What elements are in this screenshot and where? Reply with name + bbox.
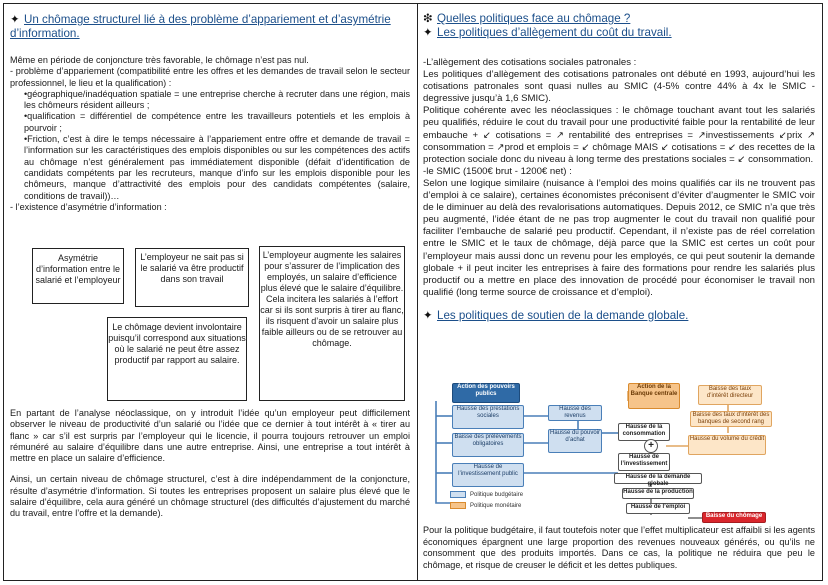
node-hausse-consommation: Hausse de la consommation <box>618 423 670 441</box>
box-asymetrie: Asymétrie d’information entre le salarié et l’employeur <box>32 248 124 304</box>
text-p4: •qualification = différentiel de compétence entre les travailleurs potentiels et les emplois à pourvoir ; <box>24 111 410 133</box>
node-baisse-chomage: Baisse du chômage <box>702 512 766 523</box>
left-column-bottom <box>10 408 410 520</box>
text-r6: Pour la politique budgétaire, il faut toutefois noter que l’effet multiplicateur est affaibli si les agents économiques épargnent une large proportion des revenues nouveaux générés, ou qu’ils ne consomment que des produits importés. Dans ce cas, la politique ne réduira que peu le chômage, et risque de creuser le déficit et les dettes publiques. <box>423 525 815 570</box>
node-baisse-prelevements: Baisse des prélèvements obligatoires <box>452 433 524 457</box>
node-baisse-taux-banques: Baisse des taux d’intérêt des banques de second rang <box>690 411 772 427</box>
sparkle-icon: ✦ <box>423 26 433 39</box>
node-action-public: Action des pouvoirs publics <box>452 383 520 403</box>
sparkle-icon: ✦ <box>10 13 20 26</box>
plus-icon: + <box>644 439 658 453</box>
text-p6: - l’existence d’asymétrie d’information : <box>10 201 167 212</box>
right-heading-2: ✦ Les politiques de soutien de la demande globale. <box>423 308 689 322</box>
text-r5: Selon une logique similaire (nuisance à l’emploi des moins qualifiés car ils ne trouvent pas d’emploi à ce salaire), certaines économistes préconisent d’éviter d’augmenter le SMIC voir de le diminuer au delà des revalorisations automatiques. Depuis 2012, ce SMIC n’a que très peu augmenté, l’idée étant de ne pas trop augmenter le cout du travail non qualifié pour faciliter l’embauche de salarié peu productif. Cependant, il n’existe pas de réel correlation entre le SMIC et le taux de chômage, déjà parce que la SMIC est certes un coût pour l’employeur mais aussi donc un revenu pour les employés, ce qui peut soutenir la demande globale + il peut inciter les entreprises à faire des formations pour rendre les salariés plus productif ou a mettre en place des innovation de procédé pour économiser le travail non qualifié (long terme source de croissance et d’emploi). <box>423 177 815 298</box>
right-column-bottom <box>423 525 815 571</box>
node-hausse-production: Hausse de la production <box>622 488 694 499</box>
node-action-banque: Action de la Banque centrale <box>628 383 680 409</box>
legend-budget: Politique budgétaire <box>450 491 523 498</box>
legend-monetaire: Politique monétaire <box>450 502 521 509</box>
node-hausse-pouvoir-achat: Hausse du pouvoir d’achat <box>548 429 602 453</box>
text-r2: Les politiques d’allègement des cotisations patronales ont débuté en 1993, aujourd’hui les cotisations patronales sont quasi nulles au SMIC (4-5% contre 44% à 4x le SMIC - degressive jusqu’à 1,6 SMIC). <box>423 69 815 105</box>
box-salaire-efficience: L’employeur augmente les salaires pour s’assurer de l’implication des employés, un salaire d’efficience plus élevé que le salaire d’équilibre. Cela incitera les salariés à l’effort car si ils sont surpris à tirer au flanc, ils risquent d’avoir un salaire plus faible ailleurs ou de se retrouver au chômage. <box>259 246 405 401</box>
node-hausse-prestations: Hausse des prestations sociales <box>452 405 524 429</box>
text-p5: •Friction, c’est à dire le temps nécessaire à l’appariement entre offre et demande de travail = l’information sur les caractéristiques des emplois disponibles ou sur les compétences des actifs au chômage n’est généralement pas immédiatement disponible (défait d’identification de candidats compétents par les recruteurs, manque d’info sur les emplois disponible pour les chômeurs, manque d’attractivité des emplois pour des candidats compétentes (salaire, conditions de travail))… <box>24 134 410 201</box>
asterisk-icon: ❇ <box>423 12 433 25</box>
policy-diagram <box>426 381 814 523</box>
node-hausse-revenus: Hausse des revenus <box>548 405 602 421</box>
text-p8: Ainsi, un certain niveau de chômage structurel, c’est à dire indépendamment de la conjoncture, résulte d’asymétrie d’information. Si toutes les entreprises proposent un salaire plus élevé que le salaire d’équilibre, cela aura généré un chômage structurel (des difficultés d’ajustement du marché du travail, entre l’offre et la demande). <box>10 474 410 519</box>
page-frame <box>3 3 823 581</box>
text-p1: Même en période de conjoncture très favorable, le chômage n’est pas nul. <box>10 55 309 65</box>
text-p2: - problème d’appariement (compatibilité entre les offres et les demandes de travail selon le secteur professionnel, le lieu et la qualification) : <box>10 66 410 88</box>
node-hausse-emploi: Hausse de l’emploi <box>626 503 690 514</box>
text-r3: Politique cohérente avec les néoclassiques : le chômage touchant avant tout les salariés peu qualifiés, réduire le cout du travail pour une productivité faible pour la rentabilité de leur embauche + ↙ cotisations = ↗ rentabilité des entreprises = ↗investissements ↙prix ↗ consommation = ↗prod et emplois = ↙ chômage MAIS ↙ cotisations = ↙ des recettes de la protection sociale donc du niveau à long terme des prestations sociales = ↙ consommation. <box>423 105 815 165</box>
text-r4: -le SMIC (1500€ brut - 1200€ net) : <box>423 165 572 177</box>
column-divider <box>417 4 418 580</box>
sparkle-icon: ✦ <box>423 308 433 322</box>
node-baisse-taux-directeur: Baisse des taux d’intérêt directeur <box>698 385 762 405</box>
text-p3: •géographique/inadéquation spatiale = une entreprise cherche à recruter dans une région, mais les chômeurs résident ailleurs ; <box>24 88 410 111</box>
text-r1: -L’allègement des cotisations sociales patronales : <box>423 57 637 68</box>
box-employeur-productif: L’employeur ne sait pas si le salarié va être productif dans son travail <box>135 248 249 307</box>
box-chomage-involontaire: Le chômage devient involontaire puisqu’il correspond aux situations où le salarié ne peut être assez productif par rapport au salaire. <box>107 317 247 401</box>
node-hausse-invest-public: Hausse de l’investissement public <box>452 463 524 487</box>
node-hausse-volume-credit: Hausse du volume du crédit <box>688 435 766 455</box>
node-hausse-demande: Hausse de la demande globale <box>614 473 702 484</box>
right-heading-1: ✦ Les politiques d’allègement du coût du travail. <box>423 26 672 39</box>
right-column <box>423 4 815 323</box>
left-heading: ✦ Un chômage structurel lié à des problème d’appariement et d’asymétrie d’information. <box>10 13 391 40</box>
right-title: ❇ Quelles politiques face au chômage ? <box>423 12 631 25</box>
text-p7: En partant de l’analyse néoclassique, on y introduit l’idée qu’un employeur peut difficilement observer le niveau de productivité d’un salarié ou l’idée que ce dernier à tout intérêt à « tirer au flanc » car s’il est surpris par l’employeur qui le licencie, il pourra toujours retrouver un emploi rémunéré au salaire d’équilibre dans une autre entreprise. Ainsi, une entreprise a tout intérêt à mettre en place un salaire d’efficience. <box>10 408 410 464</box>
left-column <box>10 4 410 213</box>
node-hausse-investissement: Hausse de l’investissement <box>618 453 670 471</box>
